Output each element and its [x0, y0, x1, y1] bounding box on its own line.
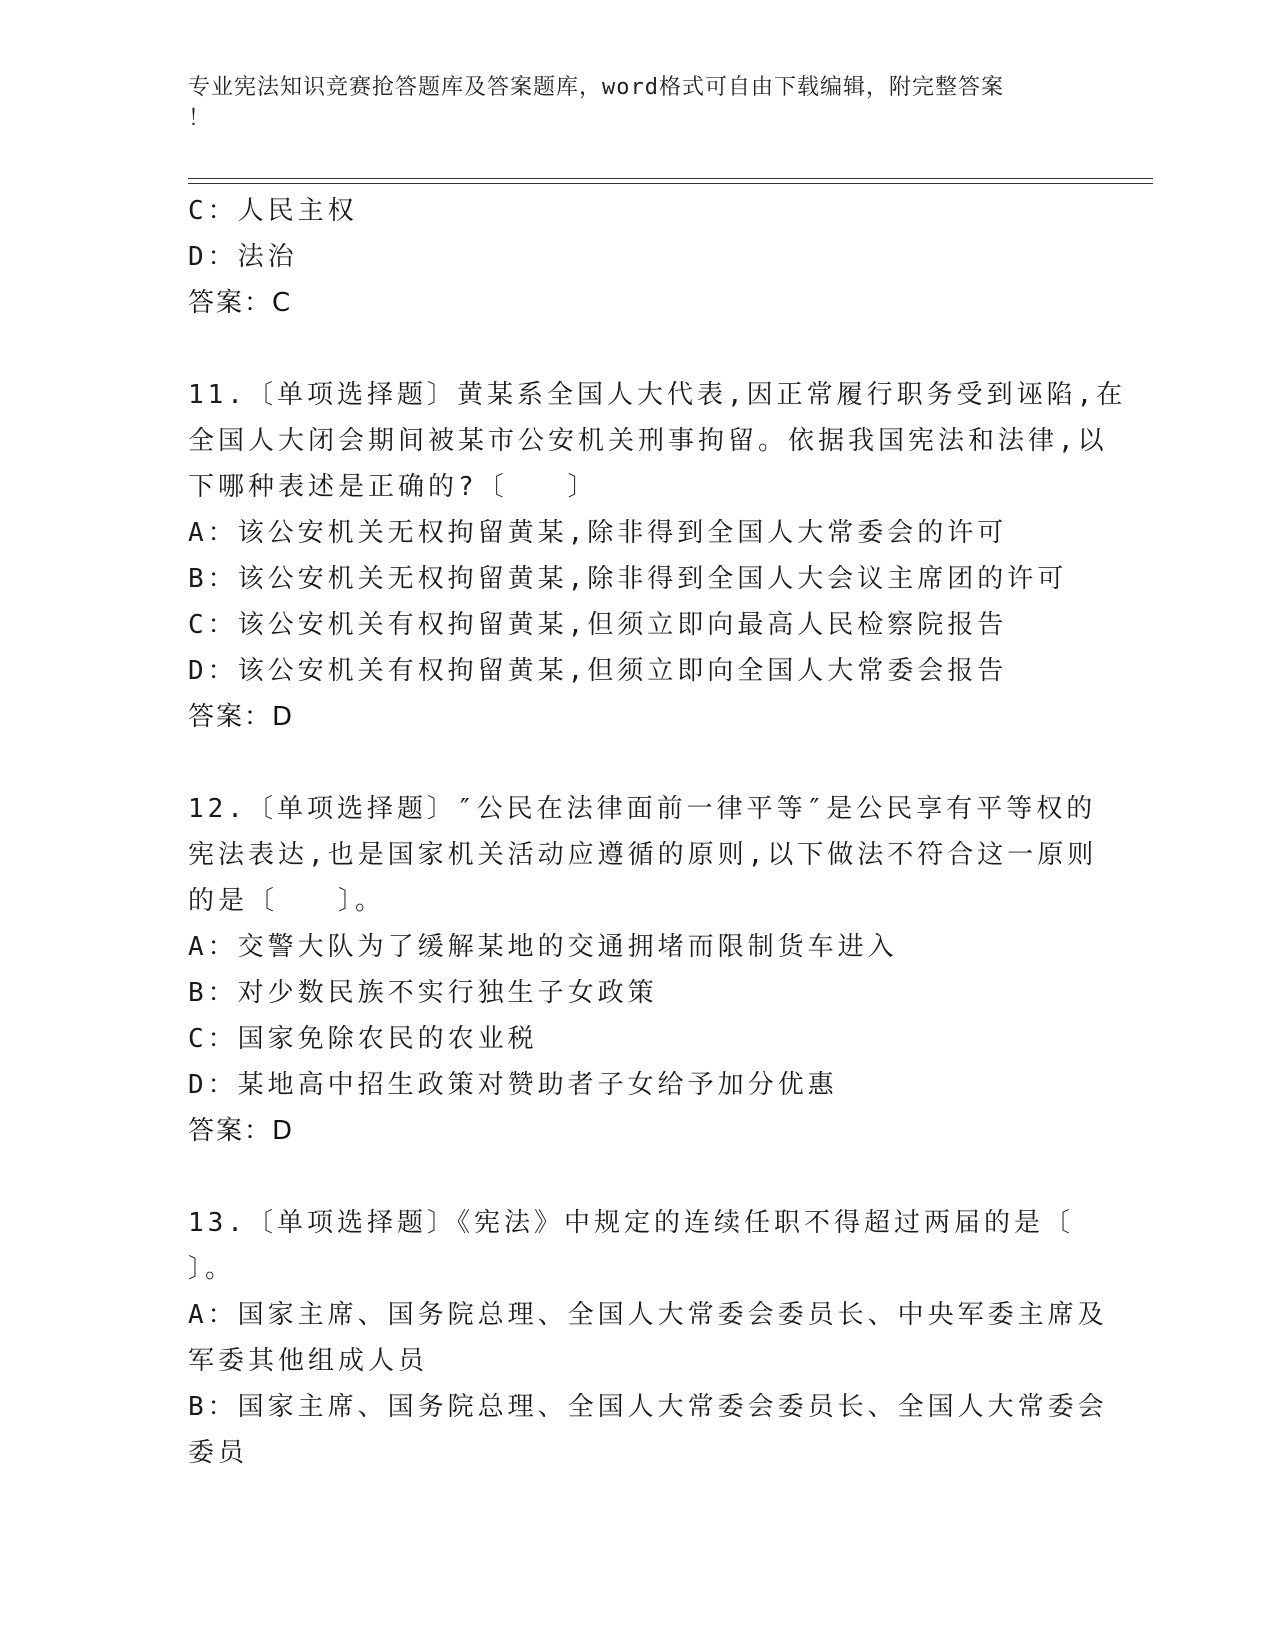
document-header: [188, 72, 1068, 134]
option-c: C：人民主权: [188, 196, 358, 226]
option-c: C：国家免除农民的农业税: [188, 1024, 538, 1054]
question-stem: 的是〔 〕。: [188, 886, 386, 916]
question-12: [188, 786, 1098, 1154]
question-stem: 11.〔单项选择题〕黄某系全国人大代表,因正常履行职务受到诬陷,在: [188, 380, 1127, 410]
answer-line: 答案：C: [188, 288, 293, 318]
option-c: C：该公安机关有权拘留黄某,但须立即向最高人民检察院报告: [188, 610, 1008, 640]
question-list: [188, 188, 1127, 1476]
question-stem: 〕。: [188, 1254, 236, 1284]
question-13: [188, 1200, 1108, 1476]
option-b: B：对少数民族不实行独生子女政策: [188, 978, 658, 1008]
option-a: A：交警大队为了缓解某地的交通拥堵而限制货车进入: [188, 932, 898, 962]
prev-question-block: [188, 188, 1088, 326]
option-a: A：该公安机关无权拘留黄某,除非得到全国人大常委会的许可: [188, 518, 1008, 548]
option-d: D：某地高中招生政策对赞助者子女给予加分优惠: [188, 1070, 838, 1100]
header-divider-bottom: [188, 183, 1153, 184]
option-d: D：法治: [188, 242, 298, 272]
option-b: B：该公安机关无权拘留黄某,除非得到全国人大会议主席团的许可: [188, 564, 1068, 594]
question-stem: 13.〔单项选择题〕《宪法》中规定的连续任职不得超过两届的是〔: [188, 1208, 1074, 1238]
question-stem: 全国人大闭会期间被某市公安机关刑事拘留。依据我国宪法和法律,以: [188, 426, 1108, 456]
spacer: [188, 740, 1088, 786]
question-stem: 宪法表达,也是国家机关活动应遵循的原则,以下做法不符合这一原则: [188, 840, 1098, 870]
option-a-continued: 军委其他组成人员: [188, 1346, 429, 1376]
question-stem: 12.〔单项选择题〕″公民在法律面前一律平等″是公民享有平等权的: [188, 794, 1097, 824]
option-d: D：该公安机关有权拘留黄某,但须立即向全国人大常委会报告: [188, 656, 1008, 686]
question-11: [188, 372, 1127, 740]
option-b: B：国家主席、国务院总理、全国人大常委会委员长、全国人大常委会: [188, 1392, 1108, 1422]
header-divider-top: [188, 178, 1153, 179]
option-b-continued: 委员: [188, 1438, 249, 1468]
option-a: A：国家主席、国务院总理、全国人大常委会委员长、中央军委主席及: [188, 1300, 1108, 1330]
answer-line: 答案：D: [188, 702, 295, 732]
spacer: [188, 326, 1088, 372]
header-title-line1: 专业宪法知识竞赛抢答题库及答案题库，word格式可自由下载编辑，附完整答案: [188, 75, 1004, 100]
answer-line: 答案：D: [188, 1116, 295, 1146]
header-title-line2: ！: [188, 106, 212, 131]
question-stem: 下哪种表述是正确的?〔 〕: [188, 472, 598, 502]
spacer: [188, 1154, 1088, 1200]
